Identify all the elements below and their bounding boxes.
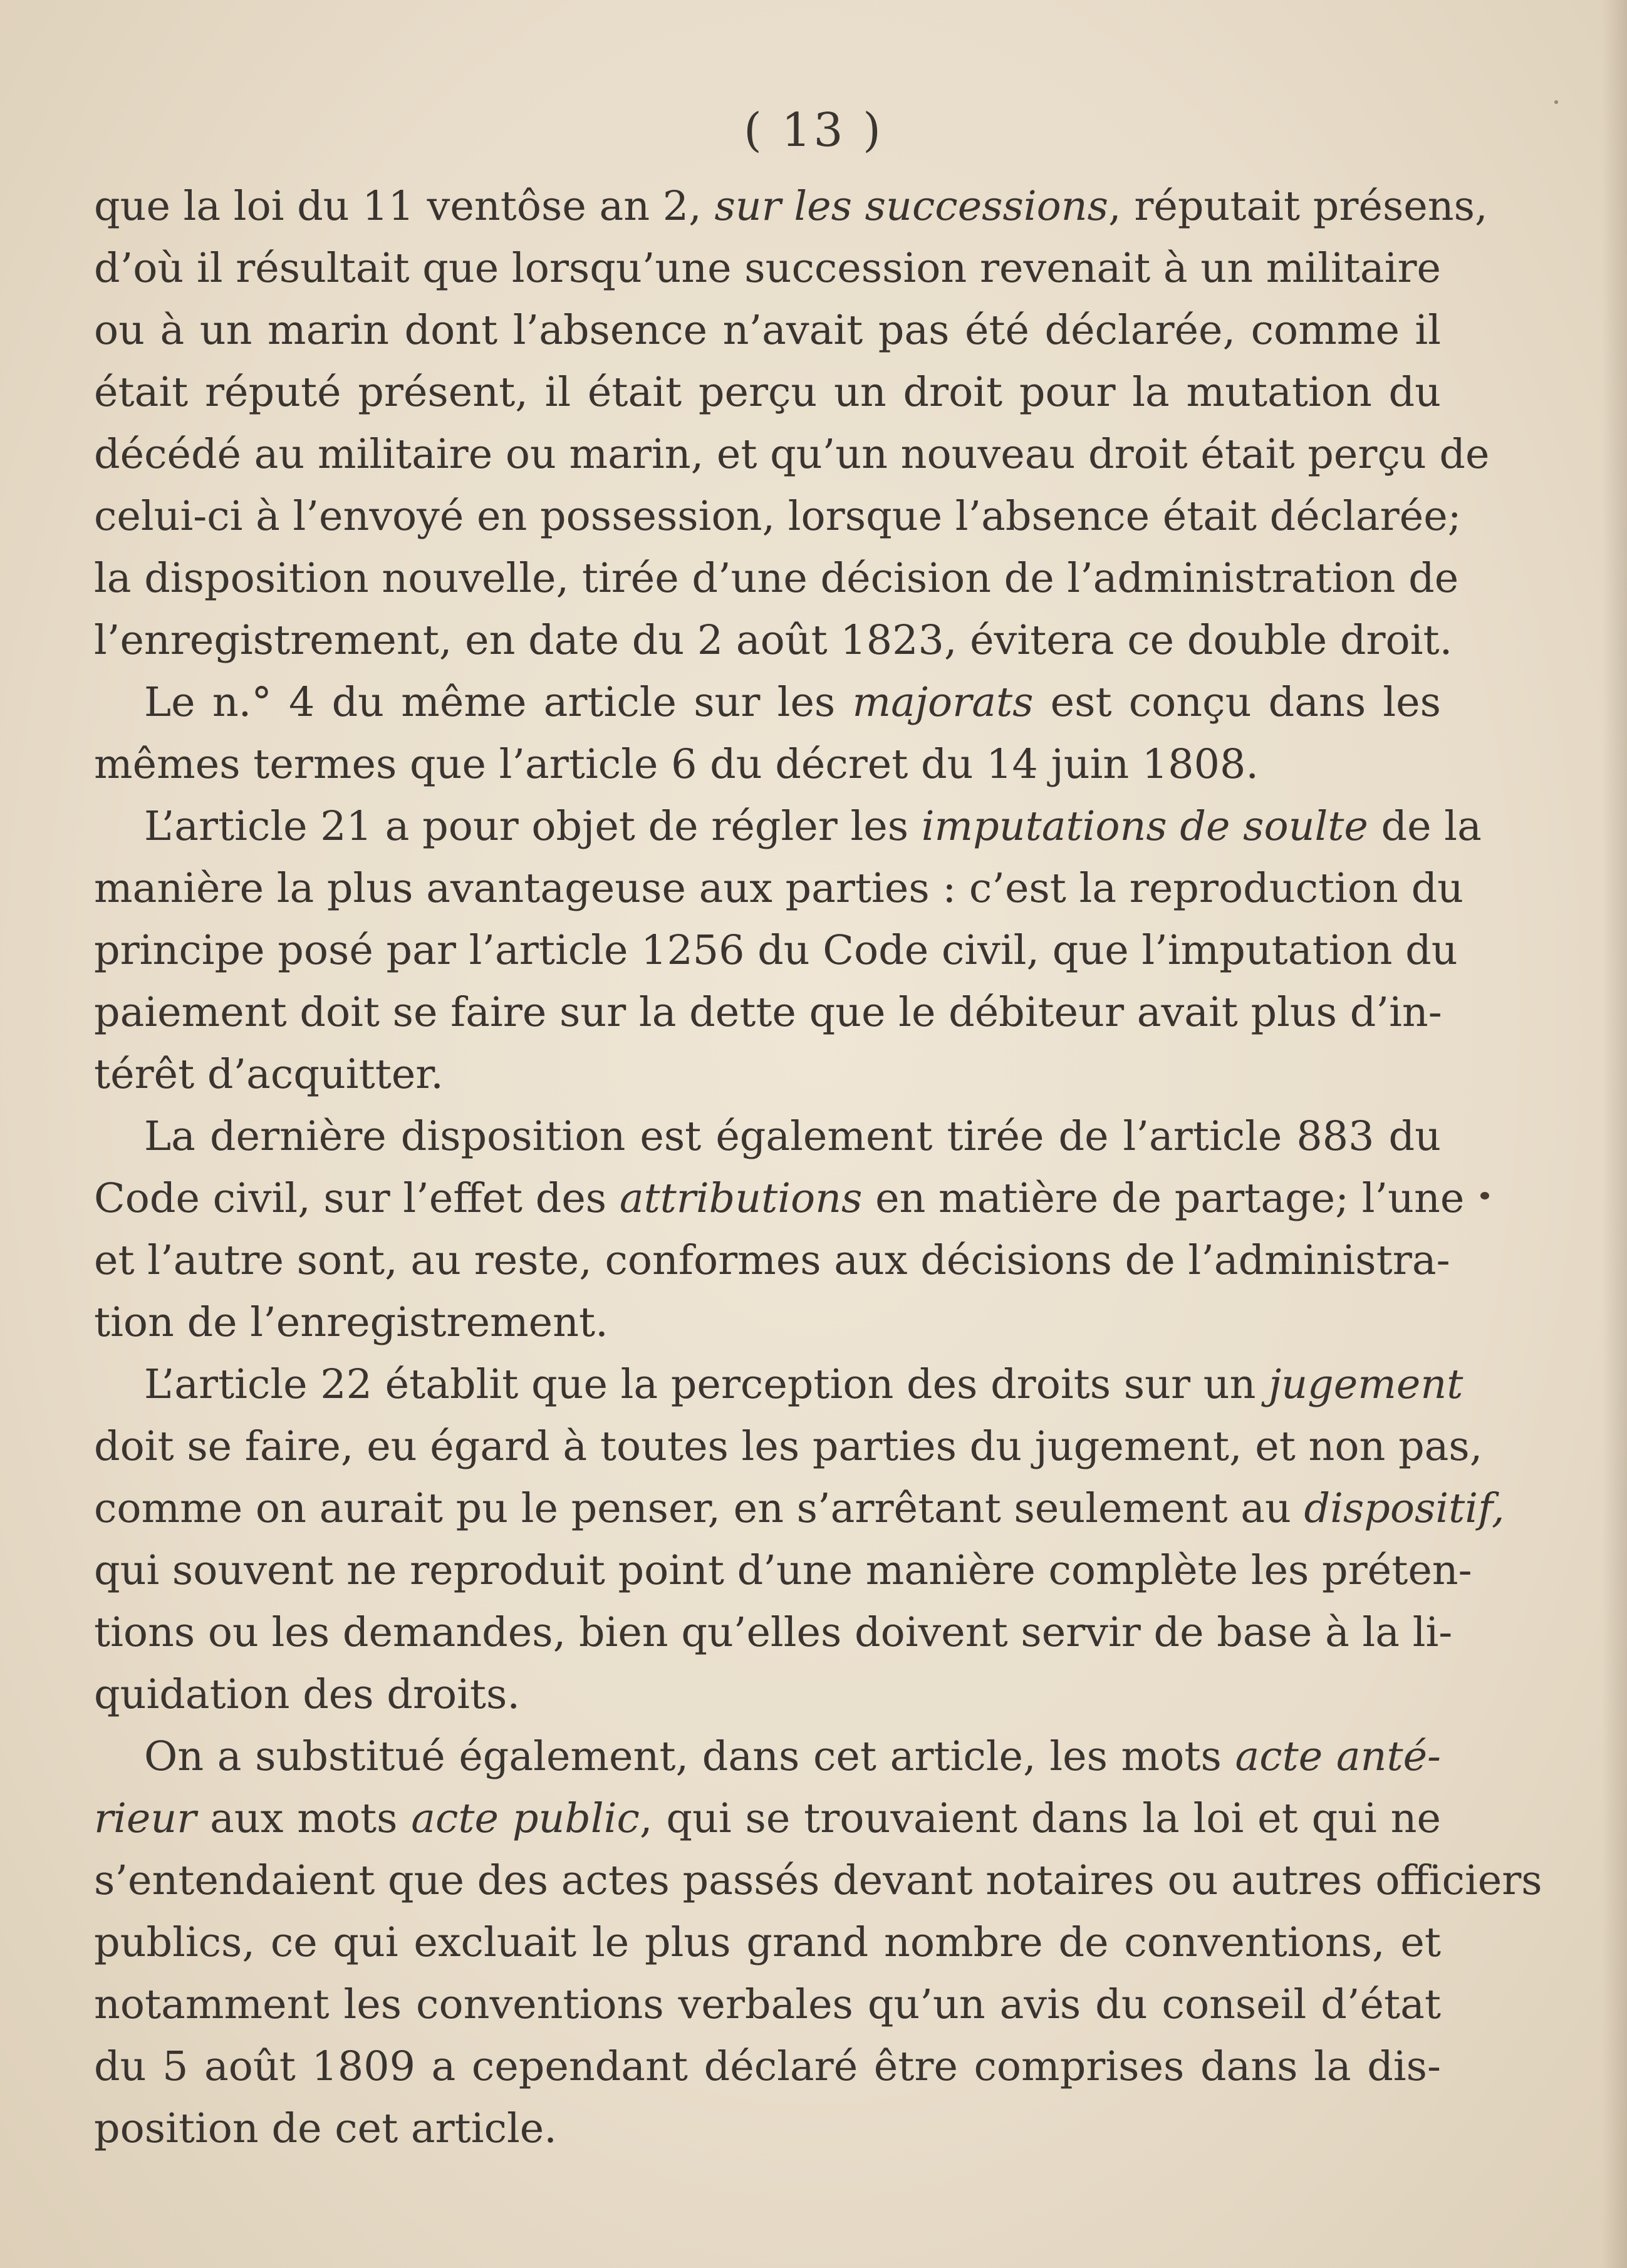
text-line (94, 857, 1464, 919)
text-line (94, 485, 1462, 547)
text-run: quidation des droits. (94, 1671, 521, 1718)
text-run: la disposition nouvelle, tirée d’une décision de l’administration de (94, 555, 1459, 602)
text-run: Le n.° 4 du même article sur les (144, 679, 853, 726)
text-line (94, 2098, 1441, 2160)
text-run: l’enregistrement, en date du 2 août 1823, évitera ce double droit. (94, 617, 1453, 664)
text-run: ou à un marin dont l’absence n’avait pas été déclarée, comme il (94, 307, 1441, 354)
text-line (94, 237, 1441, 299)
italic-term: imputations de soulte (921, 803, 1368, 850)
text-run: , qui se trouvaient dans la loi et qui ne (639, 1795, 1441, 1842)
text-run: était réputé présent, il était perçu un droit pour la mutation du (94, 369, 1441, 416)
page-edge-shadow (1602, 0, 1627, 2268)
text-line (94, 1664, 1441, 1726)
text-line (94, 1974, 1441, 2036)
text-run: publics, ce qui excluait le plus grand nombre de conventions, et (94, 1919, 1441, 1966)
text-line (94, 1478, 1505, 1540)
text-run: mêmes termes que l’article 6 du décret du 14 juin 1808. (94, 741, 1259, 788)
text-run: On a substitué également, dans cet article, les mots (144, 1733, 1235, 1780)
text-line (94, 423, 1490, 485)
text-line (94, 1292, 1441, 1354)
italic-term: jugement (1269, 1361, 1463, 1408)
text-run: qui souvent ne reproduit point d’une manière complète les préten- (94, 1547, 1472, 1594)
text-line (94, 671, 1441, 733)
text-line (94, 919, 1458, 981)
text-line (94, 1043, 1441, 1106)
text-run: La dernière disposition est également tirée de l’article 883 du (144, 1113, 1441, 1160)
page-number: ( 13 ) (744, 103, 883, 157)
text-line (94, 1416, 1483, 1478)
italic-term: acte public (411, 1795, 640, 1842)
text-run: celui-ci à l’envoyé en possession, lorsque l’absence était déclarée; (94, 493, 1462, 540)
text-run: térêt d’acquitter. (94, 1051, 444, 1098)
text-run: L’article 22 établit que la perception des droits sur un (144, 1361, 1269, 1408)
text-run: comme on aurait pu le penser, en s’arrêtant seulement au (94, 1485, 1304, 1532)
text-line (94, 1726, 1441, 1788)
italic-term: sur les successions (714, 183, 1109, 230)
text-line (94, 175, 1488, 237)
text-run: s’entendaient que des actes passés devant notaires ou autres officiers (94, 1857, 1542, 1904)
text-run: du 5 août 1809 a cependant déclaré être comprises dans la dis- (94, 2043, 1441, 2090)
text-run: en matière de partage; l’une (862, 1175, 1465, 1222)
italic-term: majorats (852, 679, 1034, 726)
text-line (94, 609, 1453, 671)
text-run: position de cet article. (94, 2105, 557, 2152)
text-run: d’où il résultait que lorsqu’une succession revenait à un militaire (94, 245, 1441, 292)
text-line (94, 1106, 1441, 1168)
text-line (94, 2036, 1441, 2098)
text-run: manière la plus avantageuse aux parties : c’est la reproduction du (94, 865, 1464, 912)
text-run: doit se faire, eu égard à toutes les parties du jugement, et non pas, (94, 1423, 1483, 1470)
text-run: de la (1368, 803, 1482, 850)
text-run: que la loi du 11 ventôse an 2, (94, 183, 715, 230)
text-run: paiement doit se faire sur la dette que le débiteur avait plus d’in- (94, 989, 1442, 1036)
text-run: L’article 21 a pour objet de régler les (144, 803, 922, 850)
text-line (94, 1602, 1453, 1664)
italic-term: attributions (619, 1175, 863, 1222)
text-line (94, 547, 1459, 609)
text-line (94, 361, 1441, 423)
text-run: décédé au militaire ou marin, et qu’un nouveau droit était perçu de (94, 431, 1490, 478)
text-line (94, 733, 1441, 795)
italic-term: dispositif, (1304, 1485, 1505, 1532)
text-run: Code civil, sur l’effet des (94, 1175, 620, 1222)
ink-spot (1480, 1192, 1489, 1199)
text-run: , réputait présens, (1108, 183, 1488, 230)
text-line (94, 981, 1441, 1043)
italic-term: rieur (94, 1795, 197, 1842)
text-line (94, 1168, 1465, 1230)
text-run: tions ou les demandes, bien qu’elles doivent servir de base à la li- (94, 1609, 1453, 1656)
text-run: notamment les conventions verbales qu’un avis du conseil d’état (94, 1981, 1441, 2028)
text-run: aux mots (196, 1795, 412, 1842)
text-line (94, 1230, 1450, 1292)
text-line (94, 1354, 1463, 1416)
text-run: et l’autre sont, au reste, conformes aux décisions de l’administra- (94, 1237, 1450, 1284)
text-run: principe posé par l’article 1256 du Code civil, que l’imputation du (94, 927, 1458, 974)
text-line (94, 1912, 1441, 1974)
italic-term: acte anté- (1235, 1733, 1441, 1780)
text-line (94, 299, 1441, 361)
body-text (94, 175, 1542, 2160)
text-run: tion de l’enregistrement. (94, 1299, 608, 1346)
text-run: est conçu dans les (1033, 679, 1441, 726)
text-line (94, 1850, 1542, 1912)
text-line (94, 1540, 1472, 1602)
text-line (94, 795, 1482, 857)
text-line (94, 1788, 1441, 1850)
